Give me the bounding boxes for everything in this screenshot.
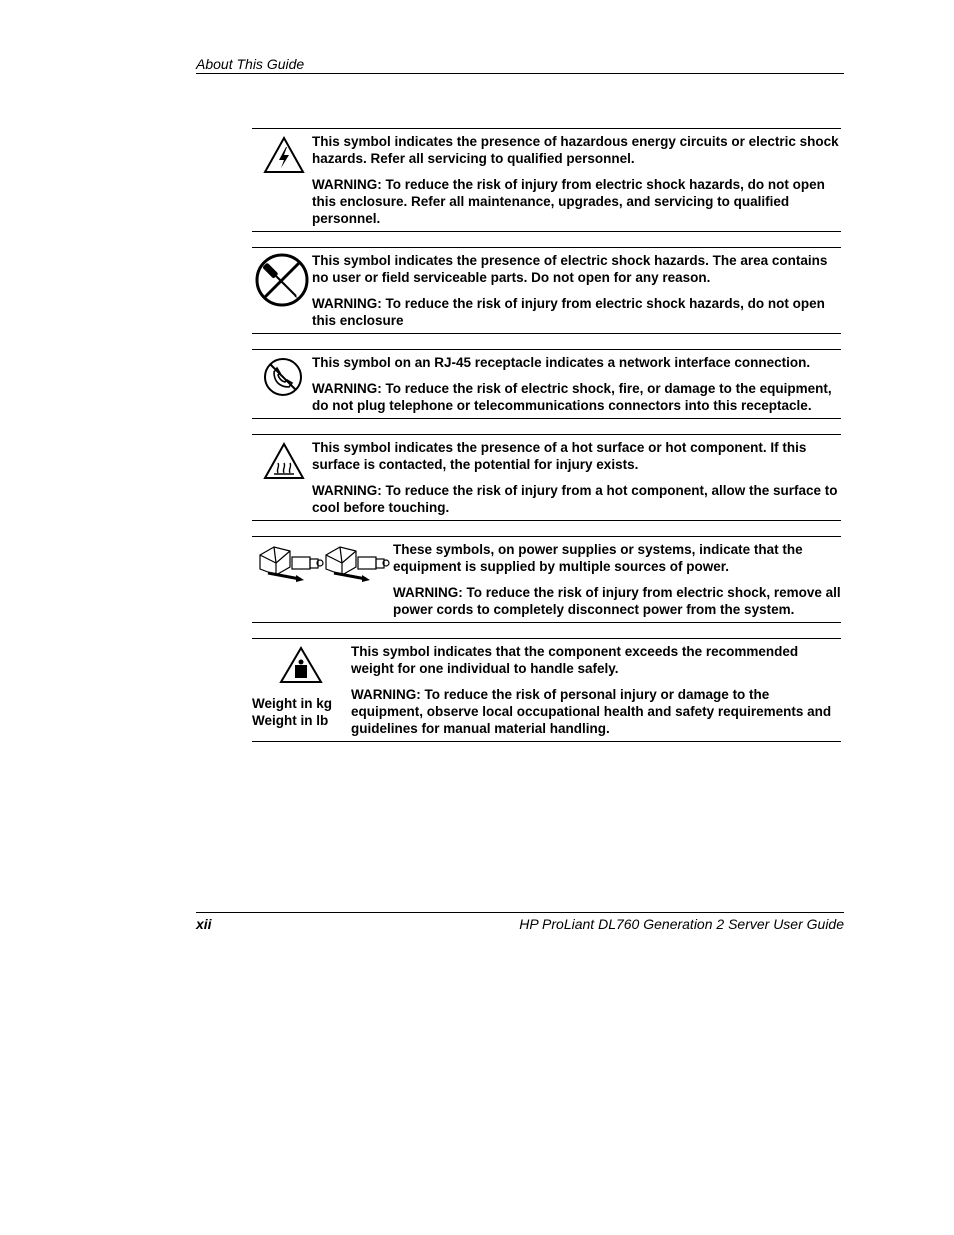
symbol-block-electric-shock bbox=[252, 247, 841, 334]
symbol-warning: WARNING: To reduce the risk of personal injury or damage to the equipment, observe local occupational health and safety requirements and guidelines for manual material handling. bbox=[351, 687, 832, 736]
page-number: xii bbox=[196, 916, 212, 932]
document-title: HP ProLiant DL760 Generation 2 Server User Guide bbox=[519, 916, 844, 932]
warning-symbols-list bbox=[252, 128, 841, 742]
symbol-warning: WARNING: To reduce the risk of injury from electric shock, remove all power cords to completely disconnect power from the system. bbox=[393, 585, 841, 617]
section-title: About This Guide bbox=[196, 56, 305, 72]
no-screwdriver-icon bbox=[254, 252, 310, 308]
hot-surface-triangle-icon bbox=[262, 441, 306, 481]
weight-labels bbox=[252, 695, 332, 729]
page-footer bbox=[196, 912, 844, 933]
heavy-weight-triangle-icon bbox=[278, 645, 324, 685]
symbol-warning: WARNING: To reduce the risk of injury from a hot component, allow the surface to cool before touching. bbox=[312, 483, 838, 515]
symbol-block-hazardous-energy bbox=[252, 128, 841, 232]
symbol-description: This symbol on an RJ-45 receptacle indicates a network interface connection. bbox=[312, 355, 811, 370]
symbol-description: This symbol indicates the presence of electric shock hazards. The area contains no user or field serviceable parts. Do not open for any reason. bbox=[312, 253, 828, 285]
symbol-block-network-interface bbox=[252, 349, 841, 419]
symbol-description: This symbol indicates that the component exceeds the recommended weight for one individual to handle safely. bbox=[351, 644, 799, 676]
weight-lb-label: Weight in lb bbox=[252, 713, 329, 728]
symbol-block-heavy-weight bbox=[252, 638, 841, 742]
symbol-description: This symbol indicates the presence of hazardous energy circuits or electric shock hazards. Refer all servicing to qualified personnel. bbox=[312, 134, 839, 166]
symbol-block-hot-surface bbox=[252, 434, 841, 521]
symbol-description: This symbol indicates the presence of a hot surface or hot component. If this surface is contacted, the potential for injury exists. bbox=[312, 440, 807, 472]
symbol-block-multiple-power bbox=[252, 536, 841, 623]
page-header bbox=[196, 55, 844, 74]
no-telephone-icon bbox=[262, 356, 304, 398]
high-voltage-triangle-icon bbox=[262, 135, 306, 175]
weight-kg-label: Weight in kg bbox=[252, 696, 332, 711]
symbol-warning: WARNING: To reduce the risk of electric shock, fire, or damage to the equipment, do not plug telephone or telecommunications connectors into this receptacle. bbox=[312, 381, 832, 413]
symbol-warning: WARNING: To reduce the risk of injury from electric shock hazards, do not open this enclosure. Refer all maintenance, upgrades, and servicing to qualified personnel. bbox=[312, 177, 825, 226]
symbol-warning: WARNING: To reduce the risk of injury from electric shock hazards, do not open this enclosure bbox=[312, 296, 825, 328]
symbol-description: These symbols, on power supplies or systems, indicate that the equipment is supplied by multiple sources of power. bbox=[393, 542, 803, 574]
multiple-power-sources-icon bbox=[256, 541, 392, 585]
